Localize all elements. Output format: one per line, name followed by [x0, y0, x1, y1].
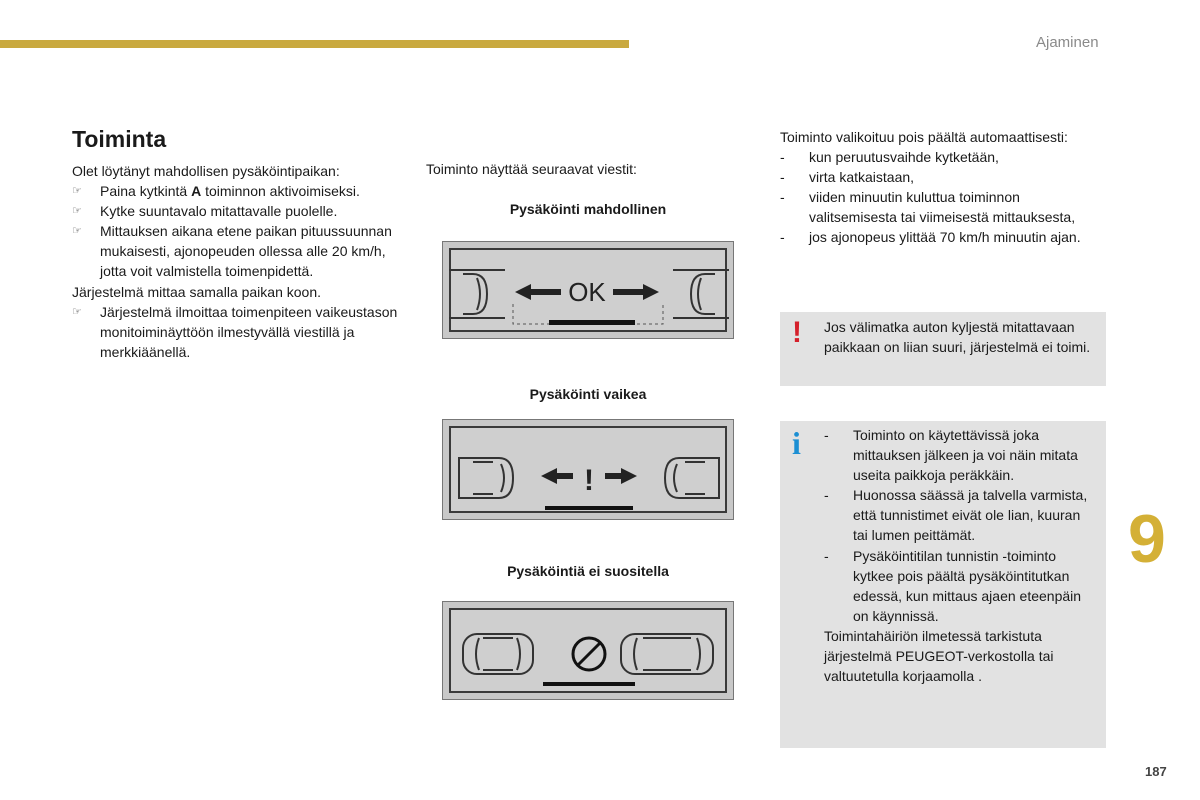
info-footer: Toimintahäiriön ilmetessä tarkistuta järjestelmä PEUGEOT-verkostolla tai valtuutetulla korjaamolla . — [824, 627, 1054, 685]
instruction-item — [72, 302, 412, 362]
hand-pointer-icon: ☞ — [72, 185, 82, 198]
page-title: Toiminta — [72, 126, 167, 152]
display-parking-possible — [442, 241, 734, 339]
parking-possible-illustration — [443, 242, 735, 340]
measure-bar — [545, 506, 633, 510]
info-item: - Huonossa säässä ja talvella varmista, että tunnistimet eivät ole lian, kuuran tai lumen peittämät. — [824, 487, 1088, 544]
car-right-icon — [691, 274, 715, 314]
info-item: - Toiminto on käytettävissä joka mittauksen jälkeen ja voi näin mitata useita paikkoja peräkkäin. — [824, 427, 1078, 484]
car-left-icon — [459, 458, 513, 498]
deactivation-item: - jos ajonopeus ylittää 70 km/h minuutin ajan. — [780, 229, 1081, 246]
warning-text: Jos välimatka auton kyljestä mitattavaan paikkaan on liian suuri, järjestelmä ei toimi. — [824, 319, 1091, 356]
hand-pointer-icon: ☞ — [72, 205, 82, 218]
instruction-item — [72, 221, 412, 281]
instruction-text-2: Kytke suuntavalo mitattavalle puolelle. — [100, 203, 338, 220]
deactivation-item: - kun peruutusvaihde kytketään, — [780, 149, 999, 166]
chapter-number: 9 — [1128, 501, 1166, 577]
deactivation-item: - viiden minuutin kuluttua toiminnon valitsemisesta tai viimeisestä mittauksesta, — [780, 189, 1076, 226]
header-gold-bar — [0, 40, 629, 48]
page-number: 187 — [1145, 764, 1167, 779]
switch-a-label: A — [191, 183, 202, 200]
parking-not-recommended-illustration — [443, 602, 735, 701]
caption-parking-not-recommended: Pysäköintiä ei suositella — [507, 563, 669, 579]
messages-intro: Toiminto näyttää seuraavat viestit: — [426, 161, 637, 177]
section-title: Ajaminen — [1036, 34, 1099, 51]
car-left-icon — [463, 634, 533, 674]
parking-difficult-illustration — [443, 420, 735, 521]
instruction-text-1b: toiminnon aktivoimiseksi. — [201, 183, 360, 200]
warning-icon: ! — [792, 316, 802, 349]
hand-pointer-icon: ☞ — [72, 225, 82, 238]
column-deactivation — [780, 127, 1110, 248]
instruction-item — [72, 181, 412, 201]
warning-symbol: ! — [584, 464, 594, 497]
warning-box — [780, 312, 1106, 386]
instructions-intro: Olet löytänyt mahdollisen pysäköintipaikan: — [72, 163, 340, 179]
measure-bar — [549, 320, 635, 325]
deactivation-item: - virta katkaistaan, — [780, 169, 915, 186]
display-parking-difficult — [442, 419, 734, 520]
caption-parking-possible: Pysäköinti mahdollinen — [509, 201, 667, 217]
car-left-icon — [463, 274, 487, 314]
prohibited-icon — [573, 638, 605, 670]
info-box — [780, 421, 1106, 748]
car-right-icon — [621, 634, 713, 674]
column-instructions — [72, 161, 412, 362]
info-item: - Pysäköintitilan tunnistin -toiminto kytkee pois päältä pysäköintitutkan edessä, kun mittaus ajaen eteenpäin on käynnissä. — [824, 547, 1082, 624]
info-text — [824, 425, 1096, 686]
instruction-text-4: Järjestelmä ilmoittaa toimenpiteen vaikeustason monitoiminäyttöön ilmestyvällä viestillä ja merkkiäänellä. — [100, 303, 398, 360]
measure-bar — [543, 682, 635, 686]
hand-pointer-icon: ☞ — [72, 305, 82, 318]
caption-parking-difficult: Pysäköinti vaikea — [529, 386, 647, 402]
ok-label: OK — [568, 277, 606, 307]
instructions-middle: Järjestelmä mittaa samalla paikan koon. — [72, 283, 322, 300]
instruction-text-1a: Paina kytkintä — [100, 183, 192, 200]
display-parking-not-recommended — [442, 601, 734, 700]
info-icon: i — [792, 425, 801, 461]
car-right-icon — [665, 458, 719, 498]
instruction-text-3: Mittauksen aikana etene paikan pituussuunnan mukaisesti, ajonopeuden ollessa alle 20 km/h, jotta voit valmistella toimenpidettä. — [100, 223, 392, 280]
instruction-item — [72, 201, 412, 221]
deactivation-intro: Toiminto valikoituu pois päältä automaattisesti: — [780, 129, 1068, 145]
